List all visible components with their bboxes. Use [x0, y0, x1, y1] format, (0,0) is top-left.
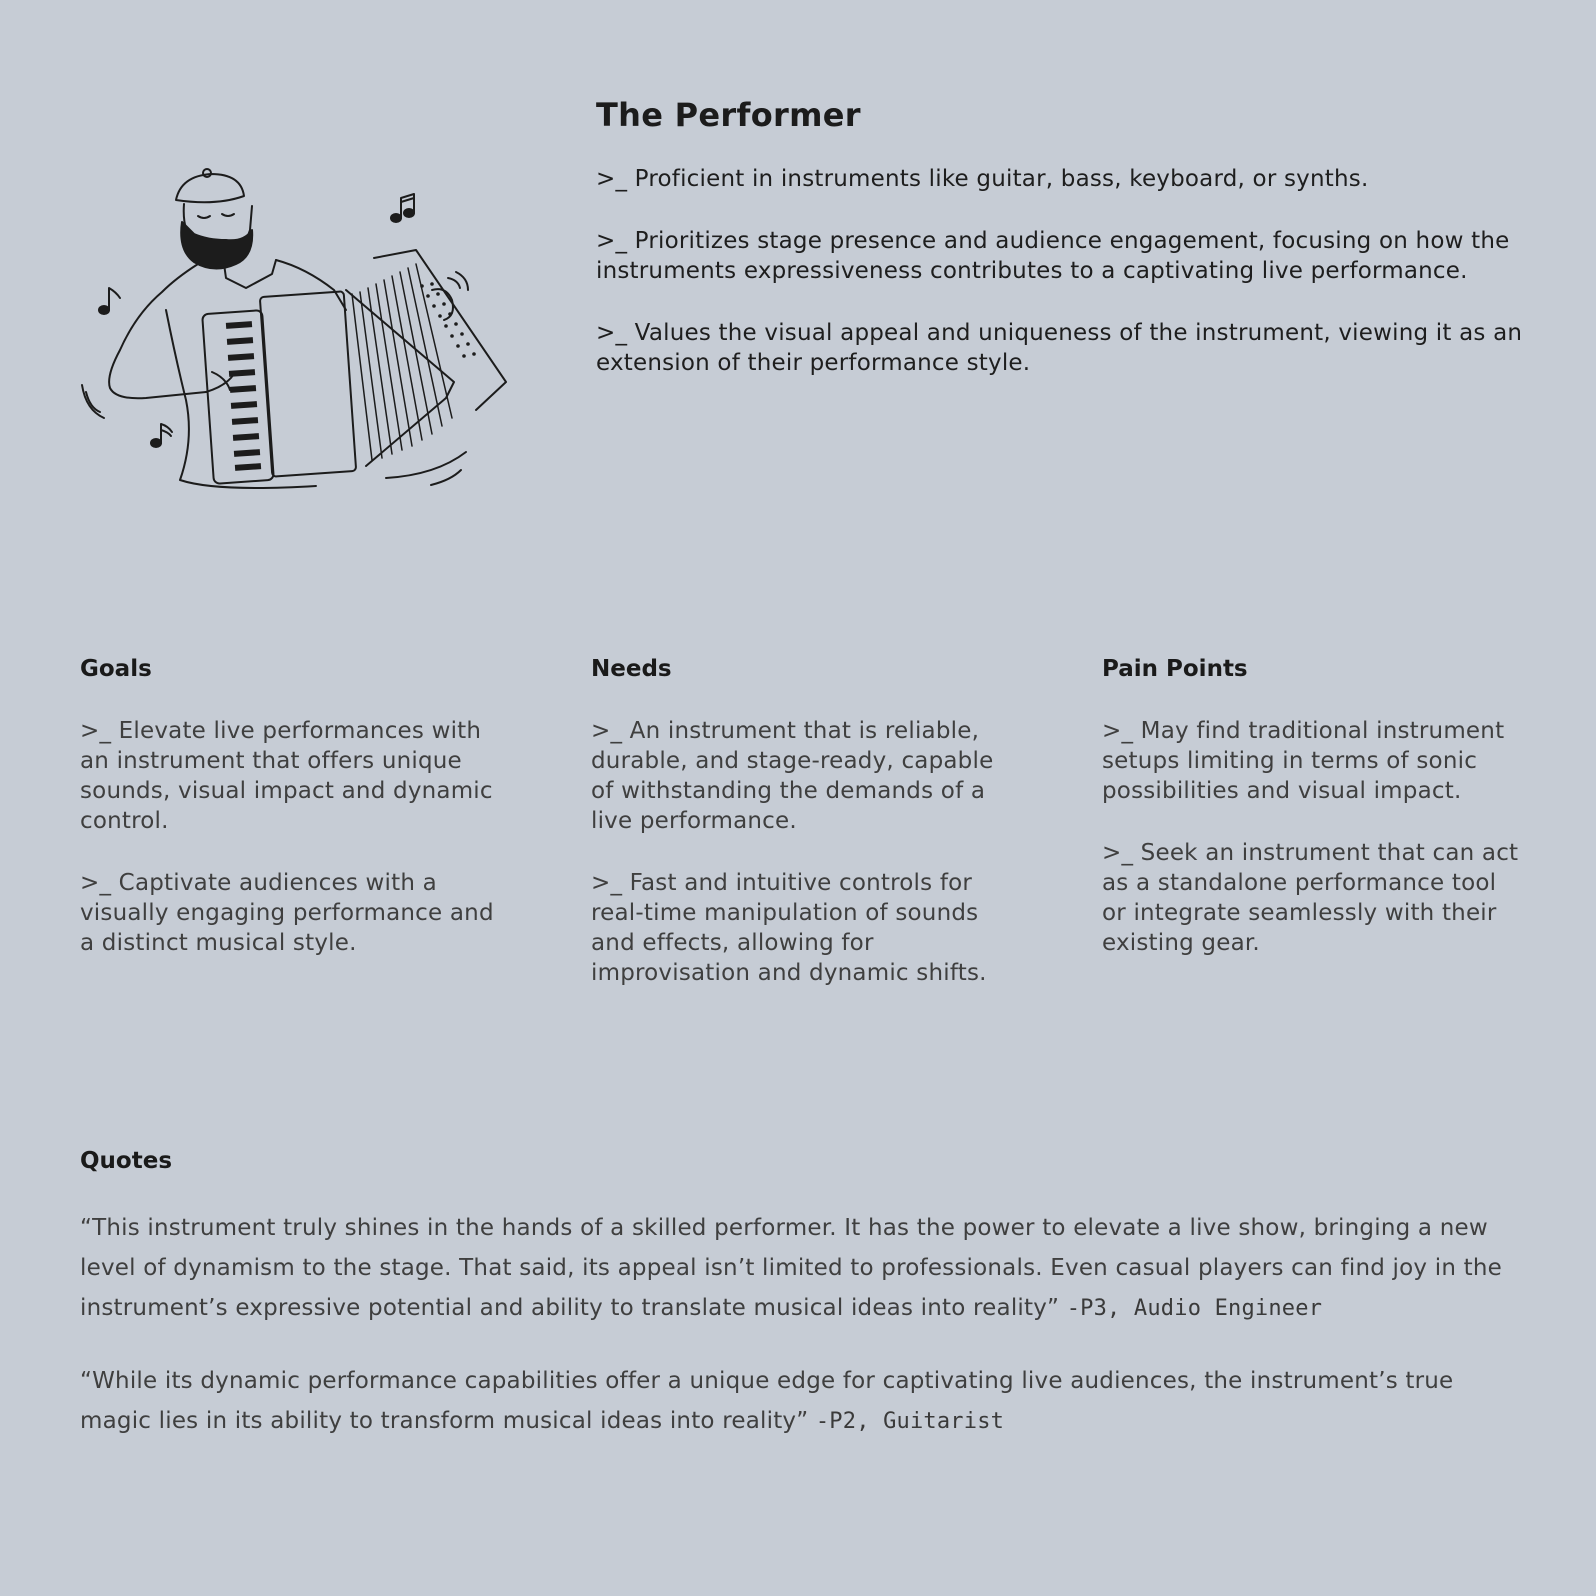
goal-item: >_ Captivate audiences with a visually engaging performance and a distinct musical style. [80, 870, 494, 956]
quote-text: “While its dynamic performance capabilities offer a unique edge for captivating live audiences, the instrument’s true magic lies in its ability to transform musical ideas into reality” [80, 1368, 1454, 1434]
persona-point: >_ Prioritizes stage presence and audience engagement, focusing on how the instruments expressiveness contributes to a captivating live performance. [596, 228, 1510, 284]
quote-attribution: -P2, Guitarist [815, 1409, 1005, 1434]
goals-heading: Goals [80, 656, 152, 682]
performer-head [176, 169, 252, 269]
goals-section [80, 656, 500, 990]
quotes-heading: Quotes [80, 1148, 173, 1174]
music-note-icon [391, 194, 414, 222]
pain-points-section [1102, 656, 1522, 990]
needs-heading: Needs [591, 656, 672, 682]
quote-attribution: -P3, Audio Engineer [1066, 1296, 1323, 1321]
pain-point-item: >_ Seek an instrument that can act as a standalone performance tool or integrate seamlessly with their existing gear. [1102, 840, 1519, 956]
quote-item [80, 1208, 1520, 1329]
persona-point: >_ Values the visual appeal and uniqueness of the instrument, viewing it as an extension of their performance style. [596, 320, 1523, 376]
accordion [202, 250, 506, 484]
music-note-icon [99, 288, 120, 314]
music-note-icon [151, 424, 172, 447]
accordion-player-illustration [76, 160, 516, 510]
persona-title: The Performer [596, 96, 861, 134]
needs-section [591, 656, 1011, 1020]
performer-body [109, 260, 453, 488]
quote-item [80, 1361, 1520, 1442]
quotes-section [80, 1148, 1520, 1474]
persona-section [596, 96, 1526, 410]
need-item: >_ Fast and intuitive controls for real-time manipulation of sounds and effects, allowing for improvisation and dynamic shifts. [591, 870, 987, 986]
goal-item: >_ Elevate live performances with an instrument that offers unique sounds, visual impact and dynamic control. [80, 718, 493, 834]
pain-point-item: >_ May find traditional instrument setups limiting in terms of sonic possibilities and visual impact. [1102, 718, 1505, 804]
pain-points-heading: Pain Points [1102, 656, 1248, 682]
quote-text: “This instrument truly shines in the hands of a skilled performer. It has the power to elevate a live show, bringing a new level of dynamism to the stage. That said, its appeal isn’t limited to professionals. Even casual players can find joy in the instrument’s expressive potential and ability to translate musical ideas into reality” [80, 1215, 1502, 1321]
persona-point: >_ Proficient in instruments like guitar, bass, keyboard, or synths. [596, 166, 1369, 192]
need-item: >_ An instrument that is reliable, durable, and stage-ready, capable of withstanding the demands of a live performance. [591, 718, 994, 834]
